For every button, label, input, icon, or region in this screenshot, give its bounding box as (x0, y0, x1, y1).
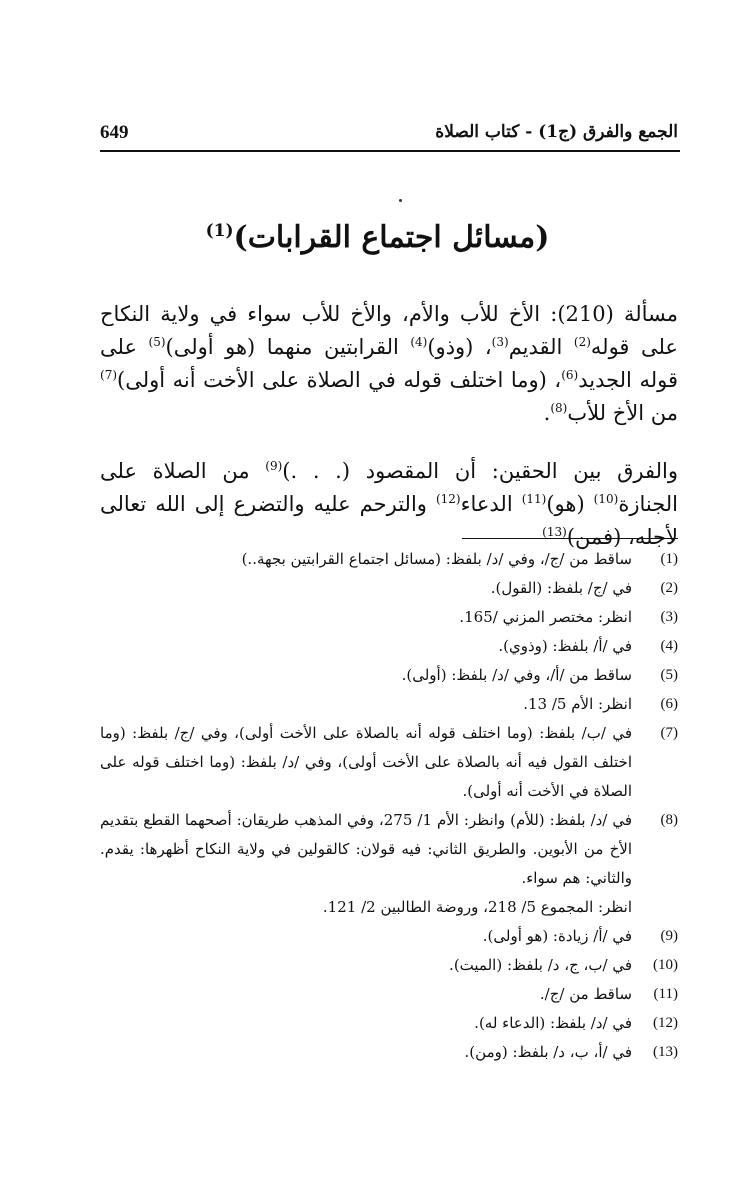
footnote-ref: (4) (410, 335, 428, 349)
footnote-number: (3) (660, 609, 678, 625)
page-number: 649 (100, 122, 129, 143)
footnote-ref: (8) (550, 401, 568, 415)
footnote (100, 545, 678, 574)
footnote-text: في /أ/ زيادة: (هو أولى). (482, 927, 632, 945)
section-heading (150, 220, 605, 255)
text-run: الدعاء (460, 492, 522, 516)
header-rule (100, 150, 680, 152)
footnote-ref: (9) (265, 459, 283, 473)
text-run: (هو) (546, 492, 594, 516)
footnote (100, 574, 678, 603)
footnote-number: (6) (660, 696, 678, 712)
ink-dot (399, 199, 402, 202)
text-run: والترحم عليه والتضرع إلى الله تعالى لأجله، (فمن) (100, 492, 678, 549)
footnote (100, 806, 678, 922)
text-run: من الأخ للأب (567, 401, 678, 425)
text-run: القرابتين منهما (هو أولى) (165, 335, 411, 359)
footnote-ref: (2) (573, 335, 591, 349)
footnotes (100, 545, 678, 1067)
paragraph-masala (100, 298, 678, 430)
footnote (100, 690, 678, 719)
footnote-text: ساقط من /أ/، وفي /د/ بلفظ: (أولى). (401, 666, 632, 684)
footnote-text: في /د/ بلفظ: (للأم) وانظر: الأم 1/ 275، وفي المذهب طريقان: أصحهما القطع بتقديم الأخ من الأبوين. والطريق الثاني: فيه قولان: كالقولين في ولاية النكاح أظهرها: يقدم. والثاني: هم سواء. (100, 811, 632, 887)
footnote-ref: (6) (561, 368, 579, 382)
footnote-number: (7) (660, 725, 678, 741)
text-run: مسألة (210): الأخ للأب والأم، والأخ للأب سواء في ولاية النكاح على قوله (100, 302, 679, 359)
footnote-text: في /د/ بلفظ: (الدعاء له). (474, 1014, 632, 1032)
footnote-text-extra: انظر: المجموع 5/ 218، وروضة الطالبين 2/ 121. (322, 898, 632, 916)
section-heading-text: (مسائل اجتماع القرابات) (233, 220, 550, 255)
footnote-number: (9) (660, 928, 678, 944)
footnote-text: انظر: مختصر المزني /165. (459, 608, 632, 626)
footnote (100, 922, 678, 951)
footnote (100, 951, 678, 980)
footnote-text: في /ج/ بلفظ: (القول). (490, 579, 632, 597)
text-run: القديم (508, 335, 574, 359)
footnote (100, 980, 678, 1009)
footnote (100, 661, 678, 690)
footnote-number: (2) (660, 580, 678, 596)
text-run: ، (وذو) (427, 335, 492, 359)
text-run: . (543, 401, 551, 425)
footnote-text: في /أ/ بلفظ: (وذوي). (498, 637, 632, 655)
footnote (100, 719, 678, 806)
footnote-ref: (1) (205, 221, 234, 241)
text-run: على قوله الجديد (100, 335, 678, 392)
text-run: ، (وما اختلف قوله في الصلاة على الأخت أنه أولى) (117, 368, 562, 392)
footnote-number: (13) (653, 1044, 678, 1060)
footnote-text: في /ب، ج، د/ بلفظ: (الميت). (449, 956, 632, 974)
running-header (100, 118, 678, 150)
footnote (100, 632, 678, 661)
footnote-ref: (13) (542, 525, 567, 539)
text-run: من الصلاة على الجنازة (100, 459, 678, 516)
footnote-ref: (5) (148, 335, 166, 349)
footnote-text: في /ب/ بلفظ: (وما اختلف قوله أنه بالصلاة على الأخت أولى)، وفي /ج/ بلفظ: (وما اختلف القول فيه أنه بالصلاة على الأخت أولى)، وفي /د/ بلفظ: (وما اختلف قوله على الصلاة في الأخت أنه أولى). (100, 724, 632, 800)
footnote (100, 1009, 678, 1038)
footnote-number: (8) (660, 812, 678, 828)
footnote-text: ساقط من /ج/، وفي /د/ بلفظ: (مسائل اجتماع القرابتين بجهة..) (241, 550, 632, 568)
footnote-number: (5) (660, 667, 678, 683)
footnote-ref: (12) (435, 492, 461, 506)
footnote-number: (10) (653, 957, 678, 973)
footnote-text: انظر: الأم 5/ 13. (523, 695, 632, 713)
footnote-number: (4) (660, 638, 678, 654)
footnote-ref: (7) (100, 368, 118, 382)
footnote-ref: (3) (491, 335, 509, 349)
footnote-ref: (11) (521, 492, 547, 506)
paragraph-farq (100, 455, 678, 554)
footnote (100, 603, 678, 632)
footnote-number: (12) (653, 1015, 678, 1031)
footnote-separator (462, 538, 678, 539)
footnote-number: (11) (653, 986, 678, 1002)
text-run: والفرق بين الحقين: أن المقصود (. . .) (282, 459, 678, 483)
footnote-ref: (10) (593, 492, 619, 506)
footnote (100, 1038, 678, 1067)
header-title: الجمع والفرق (ج1) - كتاب الصلاة (435, 122, 678, 142)
footnote-text: ساقط من /ج/. (539, 985, 632, 1003)
footnote-text: في /أ، ب، د/ بلفظ: (ومن). (464, 1043, 632, 1061)
footnote-number: (1) (660, 551, 678, 567)
